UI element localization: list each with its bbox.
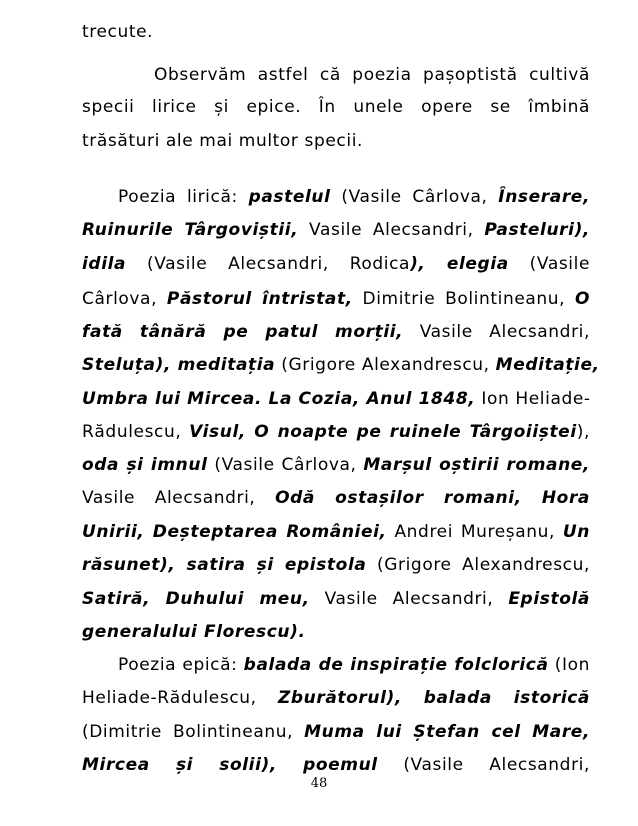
italic-text-span: O bbox=[574, 289, 591, 309]
text-span: (Ion bbox=[548, 655, 590, 675]
text-line bbox=[82, 587, 590, 611]
text-line bbox=[82, 553, 590, 577]
italic-text-span: idila bbox=[82, 254, 127, 274]
text-span: (Vasile Alecsandri, bbox=[377, 755, 590, 775]
italic-text-span: Zburătorul), balada istorică bbox=[277, 688, 591, 708]
text-line bbox=[82, 753, 590, 777]
text-line bbox=[82, 420, 590, 444]
text-span: Vasile Alecsandri, bbox=[298, 220, 485, 240]
text-span: Cârlova, bbox=[82, 289, 167, 309]
text-span: (Grigore Alexandrescu, bbox=[366, 555, 590, 575]
text-line bbox=[82, 720, 590, 744]
text-span: Poezia lirică: bbox=[118, 187, 249, 207]
text-line bbox=[82, 287, 590, 311]
text-span: trecute. bbox=[82, 22, 154, 42]
text-span: (Vasile bbox=[508, 254, 591, 274]
text-span: Observăm astfel că poezia pașoptistă cultivă bbox=[154, 65, 590, 85]
text-span: specii lirice și epice. În unele opere se îmbină bbox=[82, 97, 590, 117]
text-line bbox=[82, 320, 590, 344]
italic-text-span: pastelul bbox=[248, 187, 331, 207]
text-line bbox=[154, 63, 590, 87]
text-line bbox=[82, 95, 590, 119]
italic-text-span: Satiră, Duhului meu, bbox=[82, 589, 310, 609]
text-line bbox=[82, 686, 590, 710]
text-span: (Vasile Alecsandri, Rodica bbox=[126, 254, 411, 274]
text-line bbox=[82, 353, 600, 377]
text-line bbox=[82, 486, 590, 510]
italic-text-span: balada de inspirație folclorică bbox=[243, 655, 549, 675]
italic-text-span: Umbra lui Mircea. La Cozia, Anul 1848, bbox=[82, 389, 476, 409]
text-span: (Vasile Cârlova, bbox=[207, 455, 364, 475]
italic-text-span: Epistolă bbox=[508, 589, 590, 609]
text-line bbox=[82, 620, 590, 644]
text-line bbox=[82, 129, 590, 153]
italic-text-span: Meditație, bbox=[495, 355, 600, 375]
italic-text-span: Ruinurile Târgoviștii, bbox=[82, 220, 299, 240]
italic-text-span: Unirii, Deșteptarea României, bbox=[82, 522, 387, 542]
text-line bbox=[82, 387, 590, 411]
italic-text-span: Steluța bbox=[82, 355, 156, 375]
text-line bbox=[82, 252, 590, 276]
text-span: (Grigore Alexandrescu, bbox=[275, 355, 496, 375]
text-span: ), bbox=[576, 422, 590, 442]
text-line bbox=[82, 20, 590, 44]
text-span: Andrei Mureșanu, bbox=[386, 522, 563, 542]
italic-text-span: oda și imnul bbox=[82, 455, 208, 475]
page-number: 48 bbox=[310, 776, 328, 791]
italic-text-span: ), meditația bbox=[155, 355, 276, 375]
text-span: Dimitrie Bolintineanu, bbox=[352, 289, 575, 309]
text-line bbox=[82, 218, 590, 242]
text-span: (Vasile Cârlova, bbox=[330, 187, 499, 207]
text-line bbox=[82, 520, 590, 544]
text-span: Vasile Alecsandri, bbox=[82, 488, 276, 508]
italic-text-span: Odă ostașilor romani, Hora bbox=[275, 488, 591, 508]
text-span: Vasile Alecsandri, bbox=[309, 589, 509, 609]
text-line bbox=[118, 185, 590, 209]
italic-text-span: Mircea și solii), poemul bbox=[82, 755, 378, 775]
text-span: Vasile Alecsandri, bbox=[403, 322, 590, 342]
text-span: trăsături ale mai multor specii. bbox=[82, 131, 364, 151]
italic-text-span: Păstorul întristat, bbox=[166, 289, 353, 309]
text-span: Poezia epică: bbox=[118, 655, 244, 675]
italic-text-span: Înserare, bbox=[498, 187, 591, 207]
italic-text-span: fată tânără pe patul morții, bbox=[82, 322, 404, 342]
text-line bbox=[82, 453, 590, 477]
italic-text-span: generalului Florescu). bbox=[82, 622, 306, 642]
italic-text-span: Un bbox=[562, 522, 591, 542]
italic-text-span: Pasteluri), bbox=[484, 220, 590, 240]
italic-text-span: ), elegia bbox=[410, 254, 509, 274]
text-span: Ion Heliade- bbox=[475, 389, 591, 409]
text-line bbox=[118, 653, 590, 677]
italic-text-span: Muma lui Ștefan cel Mare, bbox=[304, 722, 590, 742]
italic-text-span: Visul, O noapte pe ruinele Târgoiiștei bbox=[189, 422, 577, 442]
text-span: (Dimitrie Bolintineanu, bbox=[82, 722, 305, 742]
text-span: Heliade-Rădulescu, bbox=[82, 688, 278, 708]
italic-text-span: răsunet), satira și epistola bbox=[82, 555, 367, 575]
italic-text-span: Marșul oștirii romane, bbox=[363, 455, 590, 475]
text-span: Rădulescu, bbox=[82, 422, 190, 442]
